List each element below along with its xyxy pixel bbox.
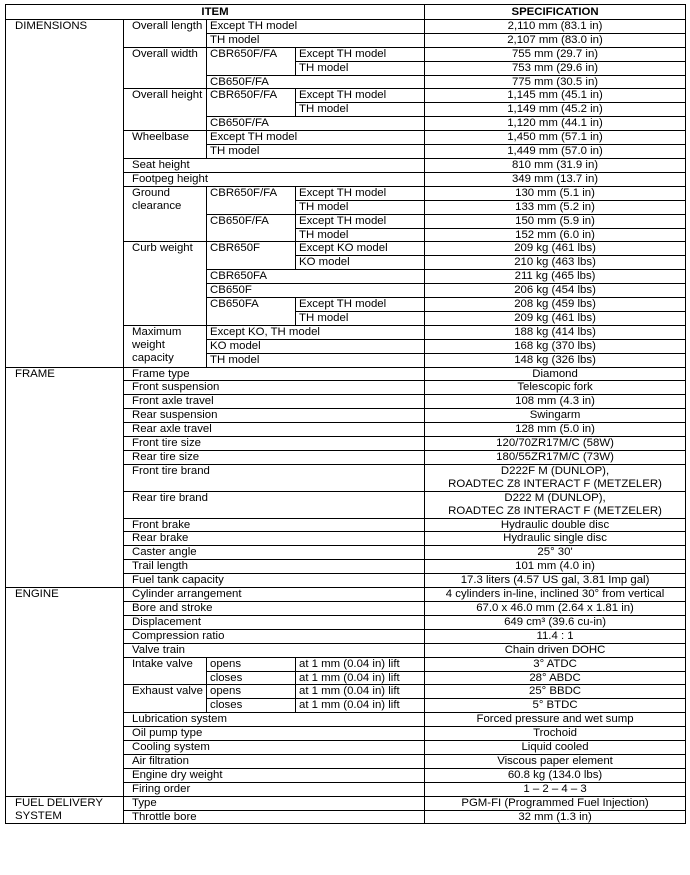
item-cell: Cylinder arrangement bbox=[124, 588, 425, 602]
specification-cell: 67.0 x 46.0 mm (2.64 x 1.81 in) bbox=[425, 601, 686, 615]
table-body bbox=[6, 19, 686, 824]
table-row bbox=[6, 19, 686, 33]
specification-cell: 168 kg (370 lbs) bbox=[425, 339, 686, 353]
specification-cell: 148 kg (326 lbs) bbox=[425, 353, 686, 367]
specification-cell: Swingarm bbox=[425, 409, 686, 423]
item-cell: Oil pump type bbox=[124, 727, 425, 741]
item-cell: Overall height bbox=[124, 89, 207, 131]
item-cell: Rear brake bbox=[124, 532, 425, 546]
specification-cell: D222 M (DUNLOP), ROADTEC Z8 INTERACT F (METZELER) bbox=[425, 491, 686, 518]
specification-cell: 209 kg (461 lbs) bbox=[425, 311, 686, 325]
item-cell: Front suspension bbox=[124, 381, 425, 395]
sub-item-cell: Except KO, TH model bbox=[207, 325, 425, 339]
specification-cell: Liquid cooled bbox=[425, 741, 686, 755]
specification-cell: Diamond bbox=[425, 367, 686, 381]
item-cell: Bore and stroke bbox=[124, 601, 425, 615]
specification-cell: 25° 30' bbox=[425, 546, 686, 560]
variant-cell: KO model bbox=[296, 256, 425, 270]
specification-cell: 209 kg (461 lbs) bbox=[425, 242, 686, 256]
specification-cell: Hydraulic double disc bbox=[425, 518, 686, 532]
specification-cell: 108 mm (4.3 in) bbox=[425, 395, 686, 409]
model-cell: CB650FA bbox=[207, 298, 296, 326]
item-cell: Front brake bbox=[124, 518, 425, 532]
table-row bbox=[6, 367, 686, 381]
specification-cell: 753 mm (29.6 in) bbox=[425, 61, 686, 75]
specification-cell: 2,107 mm (83.0 in) bbox=[425, 33, 686, 47]
specification-cell: 128 mm (5.0 in) bbox=[425, 423, 686, 437]
item-cell: Trail length bbox=[124, 560, 425, 574]
lift-condition-cell: at 1 mm (0.04 in) lift bbox=[296, 699, 425, 713]
specification-cell: 208 kg (459 lbs) bbox=[425, 298, 686, 312]
variant-cell: TH model bbox=[296, 103, 425, 117]
variant-cell: Except TH model bbox=[296, 186, 425, 200]
specification-cell: 2,110 mm (83.1 in) bbox=[425, 19, 686, 33]
item-cell: Throttle bore bbox=[124, 810, 425, 824]
specification-cell: 17.3 liters (4.57 US gal, 3.81 Imp gal) bbox=[425, 574, 686, 588]
variant-cell: Except TH model bbox=[296, 89, 425, 103]
specification-cell: 1,145 mm (45.1 in) bbox=[425, 89, 686, 103]
item-cell: Curb weight bbox=[124, 242, 207, 325]
model-cell: CBR650FA bbox=[207, 270, 425, 284]
variant-cell: TH model bbox=[296, 311, 425, 325]
model-cell: CB650F bbox=[207, 284, 425, 298]
category-cell: FUEL DELIVERY SYSTEM bbox=[6, 796, 124, 824]
specification-cell: 152 mm (6.0 in) bbox=[425, 228, 686, 242]
specification-cell: 3° ATDC bbox=[425, 657, 686, 671]
variant-cell: Except TH model bbox=[296, 47, 425, 61]
specification-cell: 1 – 2 – 4 – 3 bbox=[425, 782, 686, 796]
item-cell: Front axle travel bbox=[124, 395, 425, 409]
specification-cell: 349 mm (13.7 in) bbox=[425, 172, 686, 186]
item-column-header: ITEM bbox=[6, 5, 425, 20]
specification-column-header: SPECIFICATION bbox=[425, 5, 686, 20]
item-cell: Overall length bbox=[124, 19, 207, 47]
sub-item-cell: TH model bbox=[207, 145, 425, 159]
specification-cell: 1,120 mm (44.1 in) bbox=[425, 117, 686, 131]
item-cell: Firing order bbox=[124, 782, 425, 796]
specification-cell: Trochoid bbox=[425, 727, 686, 741]
variant-cell: Except KO model bbox=[296, 242, 425, 256]
specification-cell: 25° BBDC bbox=[425, 685, 686, 699]
sub-item-cell: Except TH model bbox=[207, 19, 425, 33]
specification-cell: 206 kg (454 lbs) bbox=[425, 284, 686, 298]
specification-cell: D222F M (DUNLOP), ROADTEC Z8 INTERACT F (METZELER) bbox=[425, 464, 686, 491]
table-row bbox=[6, 588, 686, 602]
valve-timing-cell: opens bbox=[207, 657, 296, 671]
item-cell: Air filtration bbox=[124, 754, 425, 768]
specification-cell: 133 mm (5.2 in) bbox=[425, 200, 686, 214]
variant-cell: TH model bbox=[296, 200, 425, 214]
specification-cell: Hydraulic single disc bbox=[425, 532, 686, 546]
item-cell: Lubrication system bbox=[124, 713, 425, 727]
item-cell: Valve train bbox=[124, 643, 425, 657]
lift-condition-cell: at 1 mm (0.04 in) lift bbox=[296, 657, 425, 671]
item-cell: Wheelbase bbox=[124, 131, 207, 159]
item-cell: Maximum weight capacity bbox=[124, 325, 207, 367]
sub-item-cell: TH model bbox=[207, 353, 425, 367]
specification-cell: 60.8 kg (134.0 lbs) bbox=[425, 768, 686, 782]
specification-cell: 28° ABDC bbox=[425, 671, 686, 685]
specification-cell: 130 mm (5.1 in) bbox=[425, 186, 686, 200]
item-cell: Front tire size bbox=[124, 437, 425, 451]
item-cell: Caster angle bbox=[124, 546, 425, 560]
item-cell: Seat height bbox=[124, 158, 425, 172]
item-cell: Footpeg height bbox=[124, 172, 425, 186]
specification-cell: 11.4 : 1 bbox=[425, 629, 686, 643]
item-cell: Ground clearance bbox=[124, 186, 207, 242]
item-cell: Rear axle travel bbox=[124, 423, 425, 437]
specification-cell: 1,149 mm (45.2 in) bbox=[425, 103, 686, 117]
variant-cell: TH model bbox=[296, 228, 425, 242]
sub-item-cell: KO model bbox=[207, 339, 425, 353]
specification-cell: 810 mm (31.9 in) bbox=[425, 158, 686, 172]
item-cell: Compression ratio bbox=[124, 629, 425, 643]
table-row bbox=[6, 796, 686, 810]
specification-cell: 32 mm (1.3 in) bbox=[425, 810, 686, 824]
table-header-row bbox=[6, 5, 686, 20]
specification-cell: 1,449 mm (57.0 in) bbox=[425, 145, 686, 159]
lift-condition-cell: at 1 mm (0.04 in) lift bbox=[296, 685, 425, 699]
specification-cell: 150 mm (5.9 in) bbox=[425, 214, 686, 228]
lift-condition-cell: at 1 mm (0.04 in) lift bbox=[296, 671, 425, 685]
specification-cell: 649 cm³ (39.6 cu-in) bbox=[425, 615, 686, 629]
item-cell: Overall width bbox=[124, 47, 207, 89]
item-cell: Intake valve bbox=[124, 657, 207, 685]
sub-item-cell: Except TH model bbox=[207, 131, 425, 145]
model-cell: CBR650F bbox=[207, 242, 296, 270]
item-cell: Exhaust valve bbox=[124, 685, 207, 713]
specification-cell: 211 kg (465 lbs) bbox=[425, 270, 686, 284]
specification-cell: Telescopic fork bbox=[425, 381, 686, 395]
valve-timing-cell: closes bbox=[207, 671, 296, 685]
specification-cell: 4 cylinders in-line, inclined 30° from vertical bbox=[425, 588, 686, 602]
item-cell: Rear tire size bbox=[124, 451, 425, 465]
specification-cell: Chain driven DOHC bbox=[425, 643, 686, 657]
specification-cell: 210 kg (463 lbs) bbox=[425, 256, 686, 270]
item-cell: Displacement bbox=[124, 615, 425, 629]
specification-cell: 1,450 mm (57.1 in) bbox=[425, 131, 686, 145]
item-cell: Rear suspension bbox=[124, 409, 425, 423]
specification-cell: 755 mm (29.7 in) bbox=[425, 47, 686, 61]
variant-cell: Except TH model bbox=[296, 298, 425, 312]
specification-cell: Forced pressure and wet sump bbox=[425, 713, 686, 727]
item-cell: Front tire brand bbox=[124, 464, 425, 491]
category-cell: ENGINE bbox=[6, 588, 124, 797]
item-cell: Fuel tank capacity bbox=[124, 574, 425, 588]
specification-cell: Viscous paper element bbox=[425, 754, 686, 768]
specification-cell: 120/70ZR17M/C (58W) bbox=[425, 437, 686, 451]
specification-cell: PGM-FI (Programmed Fuel Injection) bbox=[425, 796, 686, 810]
category-cell: DIMENSIONS bbox=[6, 19, 124, 367]
sub-item-cell: TH model bbox=[207, 33, 425, 47]
model-cell: CB650F/FA bbox=[207, 214, 296, 242]
item-cell: Type bbox=[124, 796, 425, 810]
specification-cell: 101 mm (4.0 in) bbox=[425, 560, 686, 574]
valve-timing-cell: opens bbox=[207, 685, 296, 699]
variant-cell: TH model bbox=[296, 61, 425, 75]
item-cell: Engine dry weight bbox=[124, 768, 425, 782]
item-cell: Frame type bbox=[124, 367, 425, 381]
item-cell: Cooling system bbox=[124, 741, 425, 755]
specification-cell: 5° BTDC bbox=[425, 699, 686, 713]
model-cell: CB650F/FA bbox=[207, 117, 425, 131]
variant-cell: Except TH model bbox=[296, 214, 425, 228]
specification-cell: 775 mm (30.5 in) bbox=[425, 75, 686, 89]
specification-table bbox=[5, 4, 686, 824]
item-cell: Rear tire brand bbox=[124, 491, 425, 518]
model-cell: CBR650F/FA bbox=[207, 186, 296, 214]
model-cell: CB650F/FA bbox=[207, 75, 425, 89]
specification-cell: 188 kg (414 lbs) bbox=[425, 325, 686, 339]
category-cell: FRAME bbox=[6, 367, 124, 588]
model-cell: CBR650F/FA bbox=[207, 89, 296, 117]
model-cell: CBR650F/FA bbox=[207, 47, 296, 75]
valve-timing-cell: closes bbox=[207, 699, 296, 713]
specification-cell: 180/55ZR17M/C (73W) bbox=[425, 451, 686, 465]
